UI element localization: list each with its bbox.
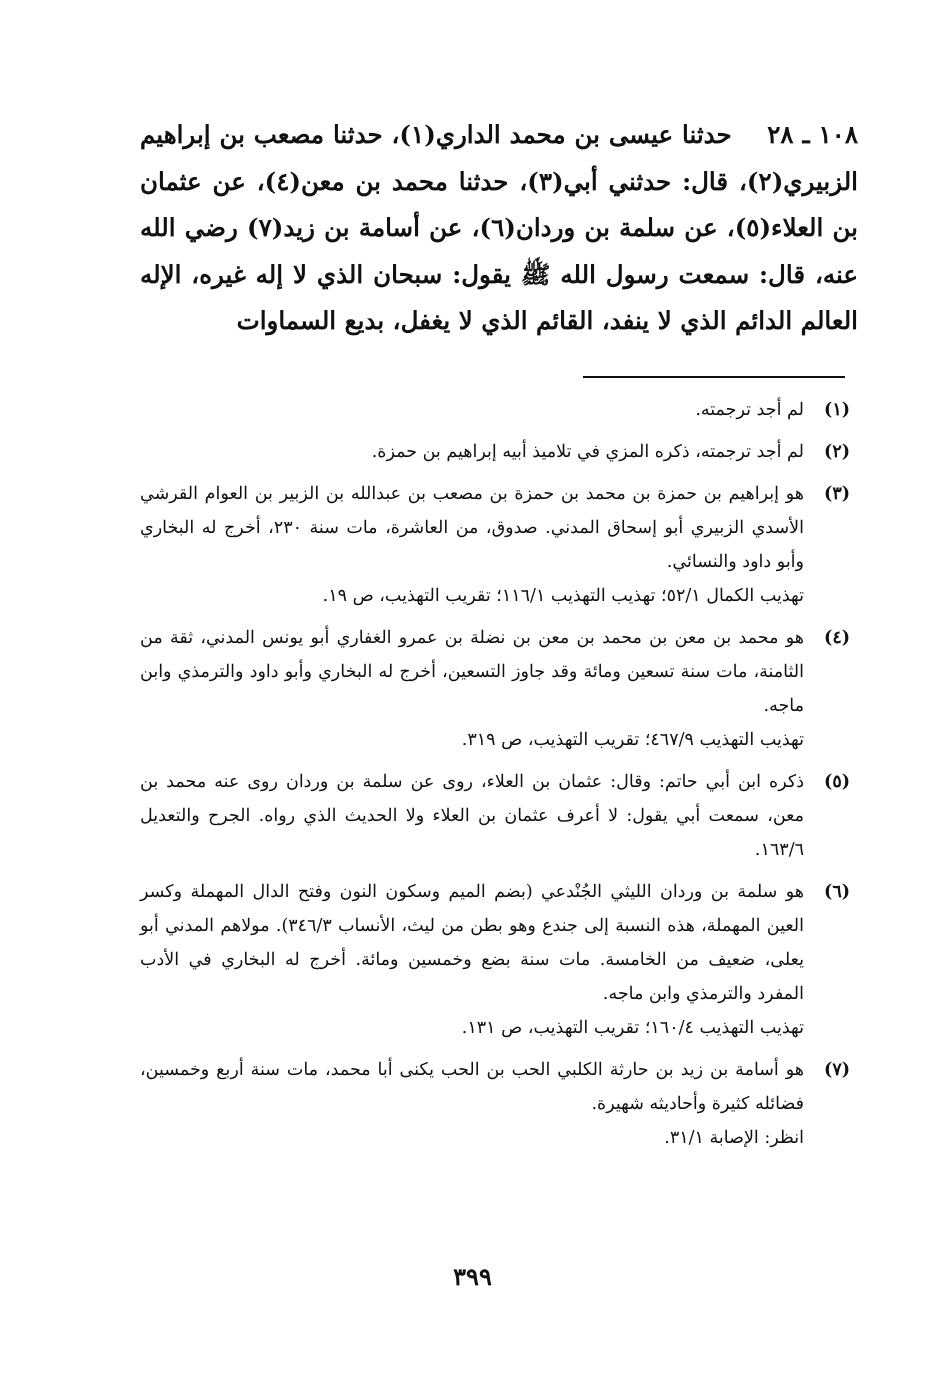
page-number: ٣٩٩ bbox=[453, 1262, 492, 1291]
footnote-number: (٧) bbox=[824, 1060, 850, 1080]
footnote-reference: تهذيب التهذيب ٤٦٧/٩؛ تقريب التهذيب، ص ٣١٩. bbox=[461, 730, 804, 750]
footnote-text: لم أجد ترجمته. bbox=[695, 400, 804, 420]
footnote-reference: انظر: الإصابة ٣١/١. bbox=[664, 1128, 804, 1148]
footnote-3 bbox=[140, 477, 850, 613]
footnote-number: (٥) bbox=[824, 772, 850, 792]
hadith-number: ١٠٨ ـ ٢٨ bbox=[767, 120, 858, 149]
hadith-paragraph bbox=[140, 112, 858, 345]
footnote-6 bbox=[140, 875, 850, 1045]
footnote-number: (٣) bbox=[824, 484, 850, 504]
footnote-5 bbox=[140, 765, 850, 867]
footnote-number: (٢) bbox=[824, 442, 850, 462]
footnote-reference: تهذيب التهذيب ١٦٠/٤؛ تقريب التهذيب، ص ١٣١. bbox=[461, 1018, 804, 1038]
footnote-4 bbox=[140, 621, 850, 757]
footnote-text: لم أجد ترجمته، ذكره المزي في تلاميذ أبيه إبراهيم بن حمزة. bbox=[371, 442, 804, 462]
footnote-divider bbox=[583, 376, 845, 378]
footnote-number: (١) bbox=[824, 400, 850, 420]
footnote-text: ذكره ابن أبي حاتم: وقال: عثمان بن العلاء، روى عن سلمة بن وردان روى عنه محمد بن معن، سمعت أبي يقول: لا أعرف عثمان بن العلاء ولا الحديث الذي رواه. الجرح والتعديل ١٦٣/٦. bbox=[140, 772, 804, 860]
footnote-number: (٤) bbox=[824, 628, 850, 648]
footnote-1 bbox=[140, 393, 850, 427]
hadith-text: حدثنا عيسى بن محمد الداري(١)، حدثنا مصعب بن إبراهيم الزبيري(٢)، قال: حدثني أبي(٣)، حدثنا محمد بن معن(٤)، عن عثمان بن العلاء(٥)، عن سلمة بن وردان(٦)، عن أسامة بن زيد(٧) رضي الله عنه، قال: سمعت رسول الله ﷺ يقول: سبحان الذي لا إله غيره، الإله العالم الدائم الذي لا ينفد، القائم الذي لا يغفل، بديع السماوات bbox=[140, 120, 858, 335]
footnote-text: هو إبراهيم بن حمزة بن محمد بن حمزة بن مصعب بن عبدالله بن الزبير بن العوام القرشي الأسدي الزبيري أبو إسحاق المدني. صدوق، من العاشرة، مات سنة ٢٣٠، أخرج له البخاري وأبو داود والنسائي. bbox=[140, 484, 805, 572]
footnote-2 bbox=[140, 435, 850, 469]
footnote-number: (٦) bbox=[824, 882, 850, 902]
footnote-text: هو أسامة بن زيد بن حارثة الكلبي الحب بن الحب يكنى أبا محمد، مات سنة أربع وخمسين، فضائله كثيرة وأحاديثه شهيرة. bbox=[140, 1060, 804, 1114]
footnote-text: هو سلمة بن وردان الليثي الجُنْدعي (بضم الميم وسكون النون وفتح الدال المهملة وكسر العين المهملة، هذه النسبة إلى جندع وهو بطن من ليث، الأنساب ٣٤٦/٣). مولاهم المدني أبو يعلى، ضعيف من الخامسة. مات سنة بضع وخمسين ومائة. أخرج له البخاري في الأدب المفرد والترمذي وابن ماجه. bbox=[140, 882, 804, 1004]
footnote-text: هو محمد بن معن بن محمد بن معن بن نضلة بن عمرو الغفاري أبو يونس المدني، ثقة من الثامنة، مات سنة تسعين ومائة وقد جاوز التسعين، أخرج له البخاري وأبو داود والترمذي وابن ماجه. bbox=[140, 628, 804, 716]
footnote-7 bbox=[140, 1053, 850, 1155]
footnotes-section bbox=[140, 393, 850, 1163]
footnote-reference: تهذيب الكمال ٥٢/١؛ تهذيب التهذيب ١١٦/١؛ تقريب التهذيب، ص ١٩. bbox=[322, 586, 804, 606]
